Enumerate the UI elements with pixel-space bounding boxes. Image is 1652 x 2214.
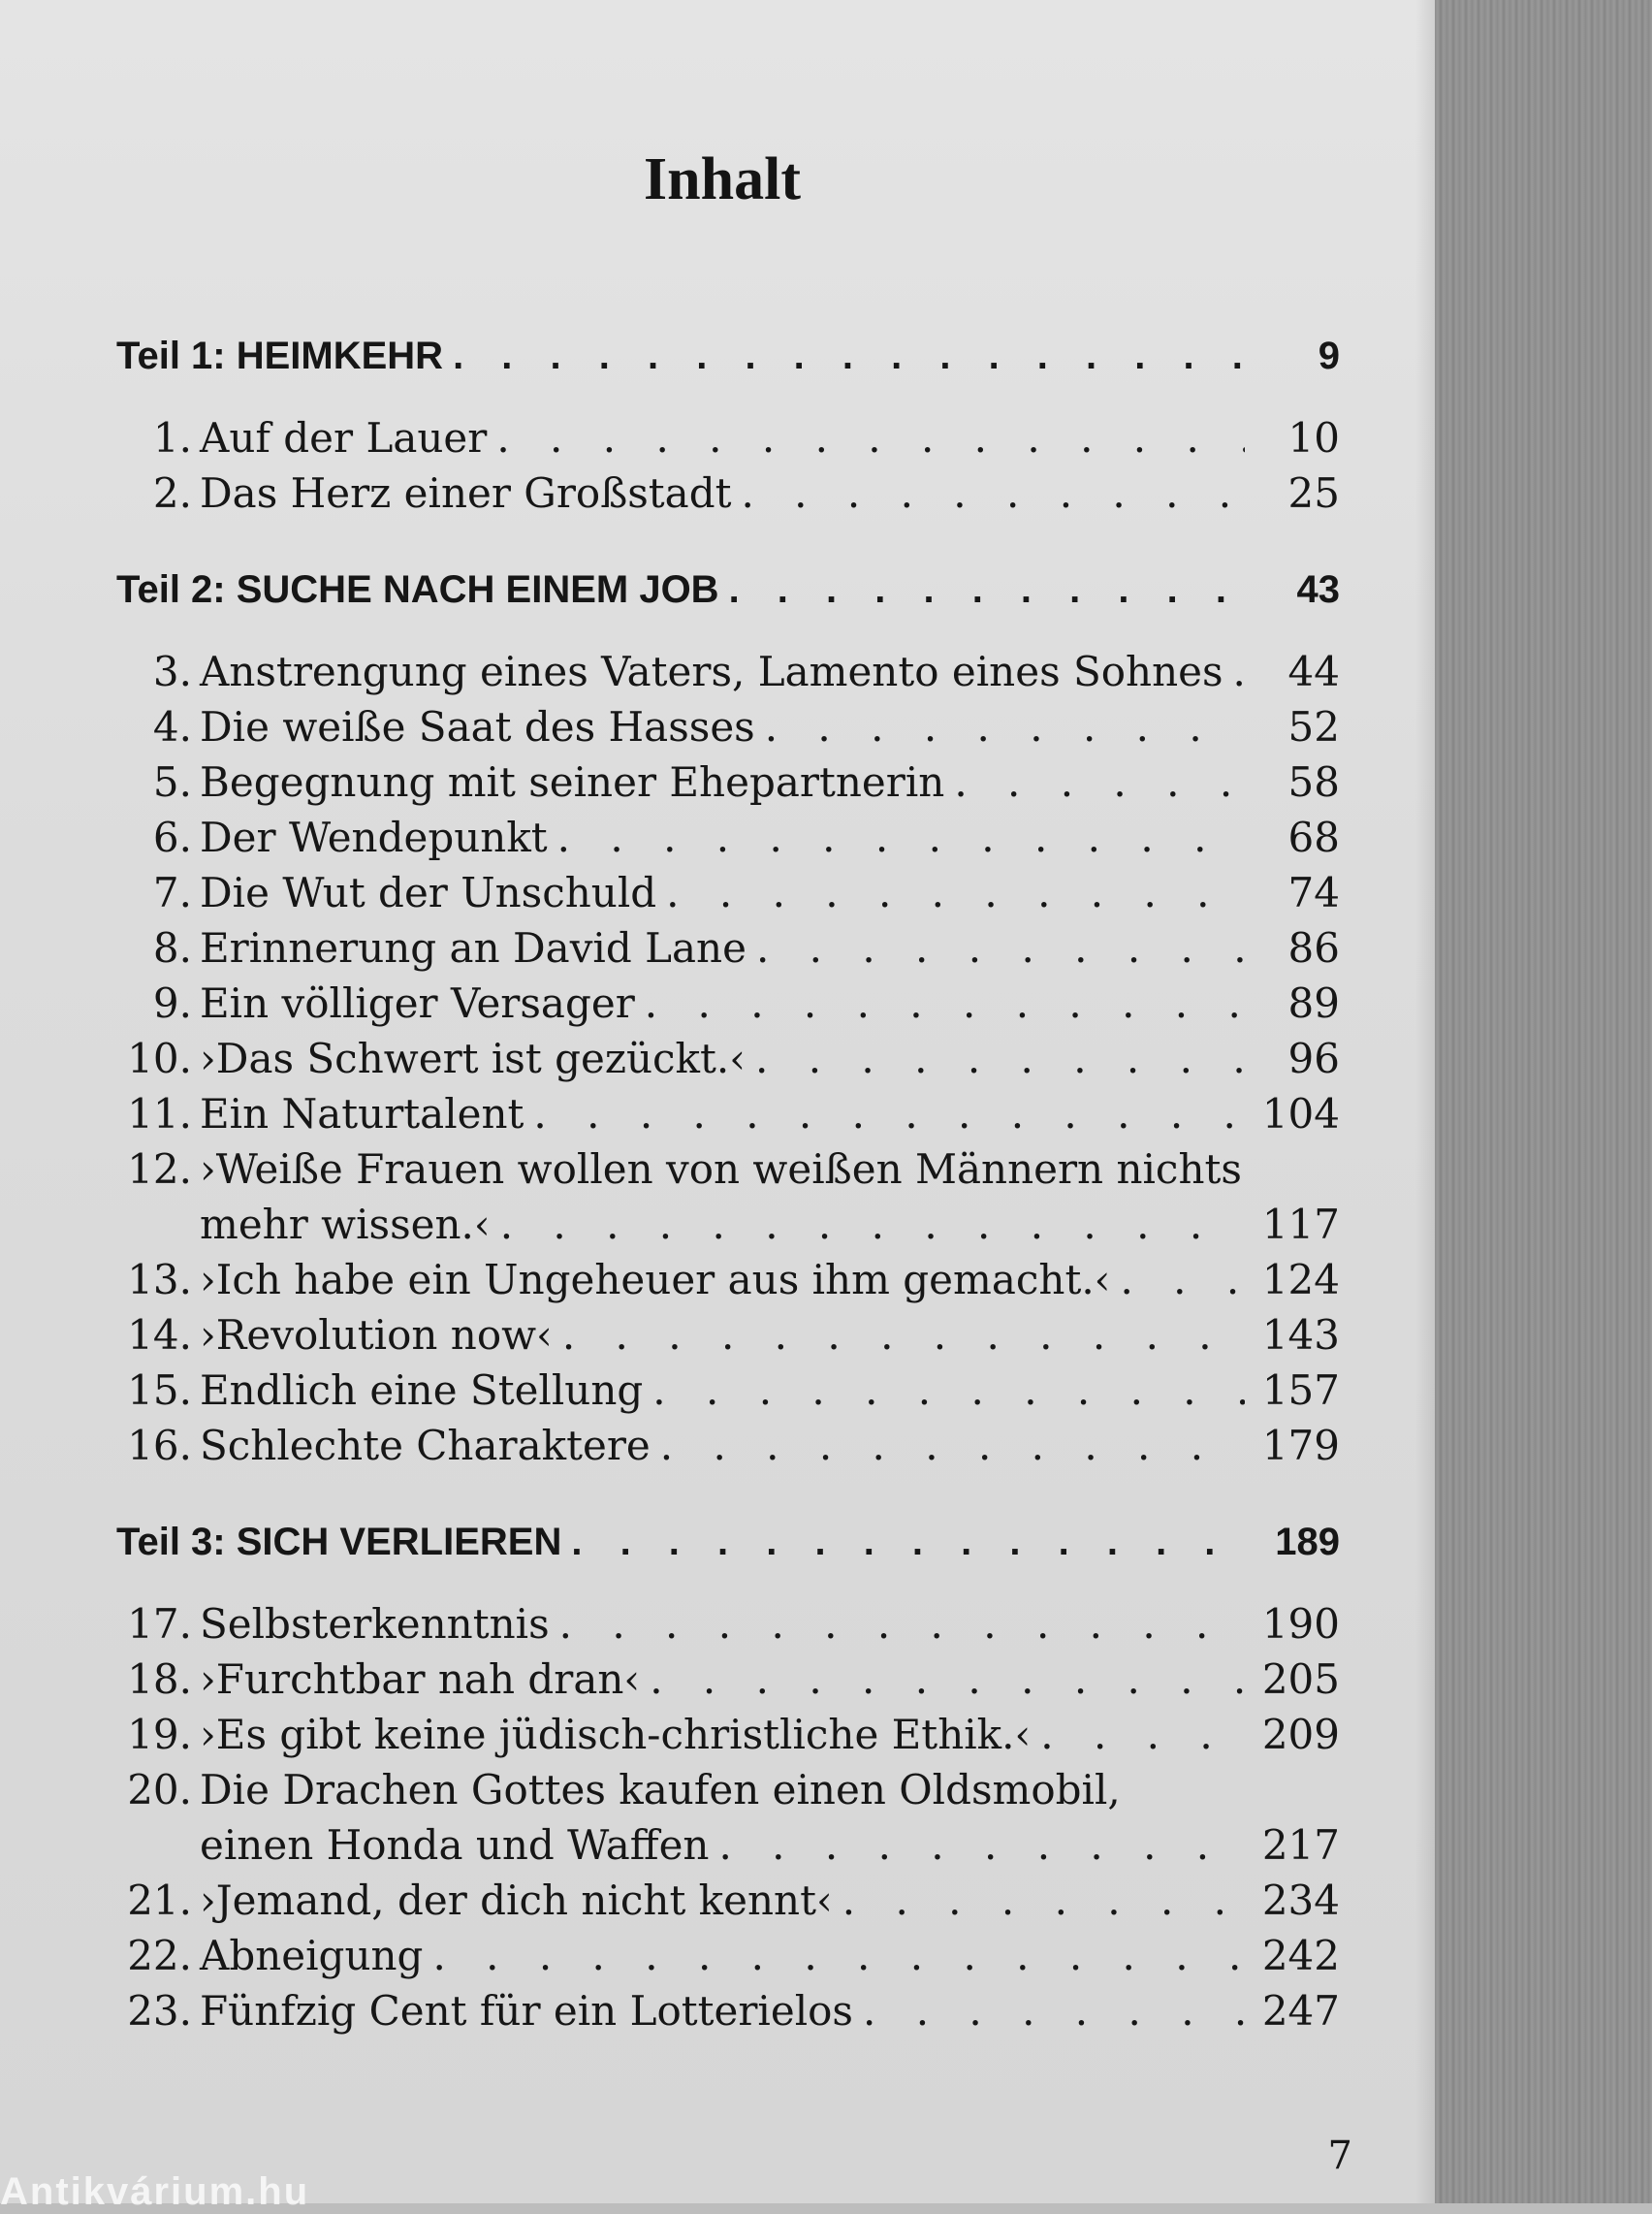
- part-title: Teil 2: SUCHE NACH EINEM JOB: [116, 568, 719, 611]
- chapter-page: 86: [1287, 924, 1340, 972]
- chapter-number: 5.: [152, 758, 192, 806]
- toc-chapter-row: [116, 1766, 1340, 1821]
- chapter-number: 9.: [152, 979, 192, 1027]
- chapter-title-continued: mehr wissen.‹: [200, 1201, 491, 1248]
- toc-chapter-row: [116, 1987, 1340, 2042]
- toc-chapter-row: [116, 1145, 1340, 1201]
- chapter-page: 96: [1287, 1035, 1340, 1082]
- leader-dots: [756, 924, 1245, 972]
- part-title: Teil 1: HEIMKEHR: [116, 335, 444, 377]
- spacer: [116, 393, 1340, 414]
- chapter-number: 13.: [127, 1256, 192, 1303]
- leader-dots: [557, 814, 1245, 861]
- leader-dots: [1233, 648, 1245, 695]
- chapter-number: 14.: [127, 1311, 192, 1359]
- leader-dots: [1120, 1256, 1245, 1303]
- chapter-number: 18.: [127, 1655, 192, 1703]
- toc-chapter-row: [116, 703, 1340, 758]
- spacer: [116, 525, 1340, 568]
- chapter-number: 22.: [127, 1932, 192, 1979]
- toc-chapter-row-continued: [116, 1201, 1340, 1256]
- chapter-number: 2.: [152, 469, 192, 517]
- chapter-number: 10.: [127, 1035, 192, 1082]
- toc-chapter-row: [116, 414, 1340, 469]
- chapter-number: 19.: [127, 1711, 192, 1758]
- part-page: 189: [1275, 1521, 1340, 1563]
- chapter-title: Auf der Lauer: [200, 414, 488, 462]
- leader-dots: [660, 1422, 1245, 1469]
- watermark: Antikvárium.hu: [0, 2170, 310, 2213]
- toc-chapter-row: [116, 869, 1340, 924]
- chapter-title: Das Herz einer Großstadt: [200, 469, 732, 517]
- toc-chapter-row: [116, 1311, 1340, 1366]
- toc-chapter-row: [116, 1711, 1340, 1766]
- leader-dots: [765, 703, 1245, 751]
- toc-chapter-row: [116, 469, 1340, 525]
- chapter-title: ›Jemand, der dich nicht kennt‹: [200, 1877, 833, 1924]
- toc-chapter-row: [116, 1422, 1340, 1477]
- chapter-page: 242: [1261, 1932, 1340, 1979]
- chapter-number: 15.: [127, 1366, 192, 1414]
- spacer: [116, 626, 1340, 648]
- leader-dots: [842, 1877, 1245, 1924]
- table-of-contents: [116, 335, 1340, 2042]
- chapter-page: 190: [1261, 1600, 1340, 1648]
- chapter-number: 8.: [152, 924, 192, 972]
- toc-chapter-row: [116, 648, 1340, 703]
- chapter-number: 11.: [127, 1090, 192, 1138]
- chapter-page: 209: [1261, 1711, 1340, 1758]
- leader-dots: [650, 1655, 1245, 1703]
- page-title: Inhalt: [644, 146, 801, 212]
- chapter-title: Anstrengung eines Vaters, Lamento eines Sohnes: [200, 648, 1223, 695]
- leader-dots: [432, 1932, 1245, 1979]
- chapter-page: 117: [1261, 1201, 1340, 1248]
- chapter-page: 58: [1287, 758, 1340, 806]
- toc-chapter-row: [116, 1090, 1340, 1145]
- chapter-page: 217: [1261, 1821, 1340, 1869]
- toc-chapter-row: [116, 924, 1340, 979]
- leader-dots: [652, 1366, 1245, 1414]
- toc-chapter-row: [116, 1035, 1340, 1090]
- toc-chapter-row-continued: [116, 1821, 1340, 1877]
- chapter-title: Die Drachen Gottes kaufen einen Oldsmobil,: [200, 1766, 1121, 1813]
- chapter-page: 104: [1261, 1090, 1340, 1138]
- chapter-title: ›Furchtbar nah dran‹: [200, 1655, 641, 1703]
- book-page-edges: [1435, 0, 1652, 2203]
- chapter-title: ›Ich habe ein Ungeheuer aus ihm gemacht.‹: [200, 1256, 1111, 1303]
- leader-dots: [571, 1521, 1245, 1564]
- chapter-page: 124: [1261, 1256, 1340, 1303]
- toc-chapter-row: [116, 979, 1340, 1035]
- toc-chapter-row: [116, 1655, 1340, 1711]
- chapter-page: 74: [1287, 869, 1340, 916]
- chapter-number: 1.: [152, 414, 192, 462]
- chapter-title: Der Wendepunkt: [200, 814, 548, 861]
- toc-chapter-row: [116, 1932, 1340, 1987]
- chapter-title: Selbsterkenntnis: [200, 1600, 550, 1648]
- leader-dots: [500, 1201, 1245, 1248]
- chapter-title: Ein völliger Versager: [200, 979, 635, 1027]
- chapter-page: 68: [1287, 814, 1340, 861]
- chapter-number: 3.: [152, 648, 192, 695]
- leader-dots: [645, 979, 1245, 1027]
- chapter-title: ›Es gibt keine jüdisch-christliche Ethik.‹: [200, 1711, 1032, 1758]
- toc-part-2: [116, 568, 1340, 626]
- chapter-title: ›Revolution now‹: [200, 1311, 553, 1359]
- chapter-number: 20.: [127, 1766, 192, 1813]
- chapter-title: Die weiße Saat des Hasses: [200, 703, 755, 751]
- chapter-page: 25: [1287, 469, 1340, 517]
- chapter-title: ›Weiße Frauen wollen von weißen Männern nichts: [200, 1145, 1242, 1193]
- leader-dots: [1040, 1711, 1245, 1758]
- toc-part-3: [116, 1521, 1340, 1579]
- chapter-page: 234: [1261, 1877, 1340, 1924]
- chapter-title-continued: einen Honda und Waffen: [200, 1821, 710, 1869]
- chapter-title: Begegnung mit seiner Ehepartnerin: [200, 758, 945, 806]
- leader-dots: [666, 869, 1245, 916]
- part-page: 9: [1318, 335, 1340, 377]
- spacer: [116, 1579, 1340, 1600]
- chapter-number: 16.: [127, 1422, 192, 1469]
- chapter-page: 89: [1287, 979, 1340, 1027]
- toc-chapter-row: [116, 1877, 1340, 1932]
- chapter-page: 44: [1287, 648, 1340, 695]
- leader-dots: [718, 1821, 1245, 1869]
- toc-part-1: [116, 335, 1340, 393]
- chapter-page: 247: [1261, 1987, 1340, 2035]
- toc-chapter-row: [116, 1366, 1340, 1422]
- chapter-title: ›Das Schwert ist gezückt.‹: [200, 1035, 747, 1082]
- leader-dots: [496, 414, 1245, 462]
- leader-dots: [741, 469, 1245, 517]
- chapter-number: 6.: [152, 814, 192, 861]
- chapter-page: 52: [1287, 703, 1340, 751]
- chapter-number: 4.: [152, 703, 192, 751]
- chapter-number: 7.: [152, 869, 192, 916]
- chapter-title: Ein Naturtalent: [200, 1090, 524, 1138]
- leader-dots: [453, 335, 1245, 378]
- part-title: Teil 3: SICH VERLIEREN: [116, 1521, 562, 1563]
- chapter-number: 23.: [127, 1987, 192, 2035]
- part-page: 43: [1296, 568, 1340, 611]
- chapter-number: 21.: [127, 1877, 192, 1924]
- leader-dots: [863, 1987, 1245, 2035]
- chapter-title: Die Wut der Unschuld: [200, 869, 657, 916]
- chapter-title: Abneigung: [200, 1932, 424, 1979]
- leader-dots: [562, 1311, 1245, 1359]
- chapter-title: Fünfzig Cent für ein Lotterielos: [200, 1987, 853, 2035]
- chapter-page: 10: [1287, 414, 1340, 462]
- chapter-page: 157: [1261, 1366, 1340, 1414]
- leader-dots: [729, 568, 1245, 612]
- chapter-title: Endlich eine Stellung: [200, 1366, 644, 1414]
- chapter-number: 12.: [127, 1145, 192, 1193]
- chapter-title: Schlechte Charaktere: [200, 1422, 651, 1469]
- leader-dots: [755, 1035, 1245, 1082]
- chapter-page: 179: [1261, 1422, 1340, 1469]
- toc-chapter-row: [116, 1600, 1340, 1655]
- leader-dots: [533, 1090, 1245, 1138]
- chapter-page: 143: [1261, 1311, 1340, 1359]
- toc-chapter-row: [116, 758, 1340, 814]
- page-number: 7: [1327, 2134, 1352, 2178]
- leader-dots: [559, 1600, 1245, 1648]
- leader-dots: [954, 758, 1245, 806]
- chapter-title: Erinnerung an David Lane: [200, 924, 747, 972]
- toc-chapter-row: [116, 814, 1340, 869]
- spacer: [116, 1477, 1340, 1521]
- toc-chapter-row: [116, 1256, 1340, 1311]
- chapter-number: 17.: [127, 1600, 192, 1648]
- chapter-page: 205: [1261, 1655, 1340, 1703]
